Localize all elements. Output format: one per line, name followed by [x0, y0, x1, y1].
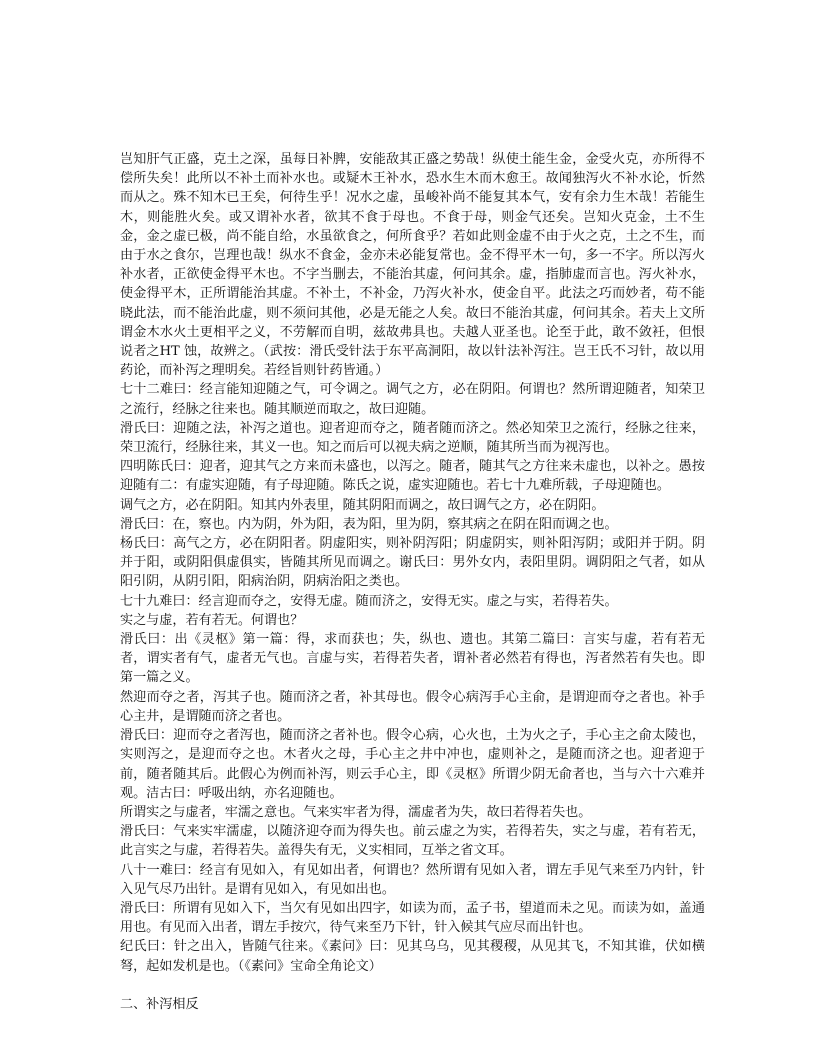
paragraph: 滑氏曰：迎随之法，补泻之道也。迎者迎而夺之，随者随而济之。然必知荣卫之流行，经脉之往来，荣卫流行，经脉往来，其义一也。知之而后可以视夫病之逆顺，随其所当而为视泻也。: [120, 420, 705, 456]
paragraph: 然迎而夺之者，泻其子也。随而济之者，补其母也。假令心病泻手心主俞，是谓迎而夺之者也。补手心主井，是谓随而济之者也。: [120, 689, 705, 724]
paragraph: 实之与虚，若有若无。何谓也？: [120, 612, 304, 628]
paragraph: 岂知肝气正盛，克土之深，虽每日补脾，安能敌其正盛之势哉！纵使土能生金，金受火克，亦所得不偿所失矣！此所以不补土而补水也。或疑木王补水，恐水生木而木愈王。故闻独泻火不补水论，忻然而从之。殊不知木已王矣，何待生乎！况水之虚，虽峻补尚不能复其本气，安有余力生木哉！若能生木，则能胜火矣。或又谓补水者，欲其不食于母也。不食于母，则金气还矣。岂知火克金，土不生金，金之虚已极，尚不能自给，水虽欲食之，何所食乎？若如此则金虚不由于火之克，土之不生，而由于水之食尔，岂理也哉！纵水不食金，金亦未必能复常也。金不得平木一句，多一不字。所以泻火补水者，正欲使金得平木也。不字当删去，不能治其虚，何问其余。虚，指肺虚而言也。泻火补水，使金得平木，正所谓能治其虚。不补土，不补金，乃泻火补水，使金自平。此法之巧而妙者，苟不能晓此法，而不能治此虚，则不须问其他，必是无能之人矣。故曰不能治其虚，何问其余。若夫上文所谓金木水火土更相平之义，不劳解而自明，兹故弗具也。夫越人亚圣也。论至于此，敢不敛衽，但恨说者之HT 蚀，故辨之。（武按：滑氏受针法于东平高洞阳，故以针法补泻注。岂王氏不习针，故以用药论，而补泻之理明矣。若经旨则针药皆通。）: [120, 152, 705, 379]
paragraph: 四明陈氏曰：迎者，迎其气之方来而未盛也，以泻之。随者，随其气之方往来未虚也，以补之。愚按迎随有二：有虚实迎随，有子母迎随。陈氏之说，虚实迎随也。若七十九难所载，子母迎随也。: [120, 459, 705, 494]
paragraph: 滑氏曰：在，察也。内为阴，外为阳，表为阳，里为阴，察其病之在阴在阳而调之也。: [120, 516, 618, 532]
paragraph: 滑氏曰：出《灵枢》第一篇：得，求而获也；失，纵也、遗也。其第二篇曰：言实与虚，若有若无者，谓实者有气，虚者无气也。言虚与实，若得若失者，谓补者必然若有得也，泻者然若有失也。即第一篇之义。: [120, 632, 705, 686]
paragraph: 滑氏曰：迎而夺之者泻也，随而济之者补也。假令心病，心火也，土为火之子，手心主之俞太陵也，实则泻之，是迎而夺之也。木者火之母，手心主之井中冲也，虚则补之，是随而济之也。迎者迎于前，随者随其后。此假心为例而补泻，则云手心主，即《灵枢》所谓少阴无俞者也，当与六十六难并观。洁古曰：呼吸出纳，亦名迎随也。: [120, 728, 705, 801]
paragraph: 七十九难曰：经言迎而夺之，安得无虚。随而济之，安得无实。虚之与实，若得若失。: [120, 593, 618, 609]
paragraph: 滑氏曰：所谓有见如入下，当欠有见如出四字，如读为而，孟子书，望道而未之见。而读为如，盖通用也。有见而入出者，谓左手按穴，待气来至乃下针，针入候其气应尽而出针也。: [120, 900, 705, 936]
paragraph: 八十一难曰：经言有见如入，有见如出者，何谓也？然所谓有见如入者，谓左手见气来至乃内针，针入见气尽乃出针。是谓有见如入，有见如出也。: [120, 862, 705, 897]
document-page: [120, 150, 705, 1014]
paragraph: 纪氏曰：针之出入，皆随气往来。《素问》曰：见其乌乌，见其稷稷，从见其飞，不知其谁，伏如横弩，起如发机是也。（《素问》宝命全角论文）: [120, 939, 705, 974]
paragraph: 所谓实之与虚者，牢濡之意也。气来实牢者为得，濡虚者为失，故曰若得若失也。: [120, 804, 592, 820]
paragraph: 调气之方，必在阴阳。知其内外表里，随其阴阳而调之，故曰调气之方，必在阴阳。: [120, 497, 605, 513]
section-heading: 二、补泻相反: [120, 996, 199, 1012]
paragraph: 滑氏曰：气来实牢濡虚，以随济迎夺而为得失也。前云虚之为实，若得若失，实之与虚，若有若无，此言实之与虚，若得若失。盖得失有无，义实相同，互举之省文耳。: [120, 824, 705, 859]
paragraph: 七十二难曰：经言能知迎随之气，可令调之。调气之方，必在阴阳。何谓也？然所谓迎随者，知荣卫之流行，经脉之往来也。随其顺逆而取之，故曰迎随。: [120, 382, 705, 417]
paragraph: 杨氏曰：高气之方，必在阴阳者。阴虚阳实，则补阴泻阳；阴虚阴实，则补阳泻阴；或阳并于阴。阴并于阳，或阴阳俱虚俱实，皆随其所见而调之。谢氏曰：男外女内，表阳里阴。调阴阳之气者，如从阳引阴，从阴引阳，阳病治阴，阴病治阳之类也。: [120, 536, 705, 590]
